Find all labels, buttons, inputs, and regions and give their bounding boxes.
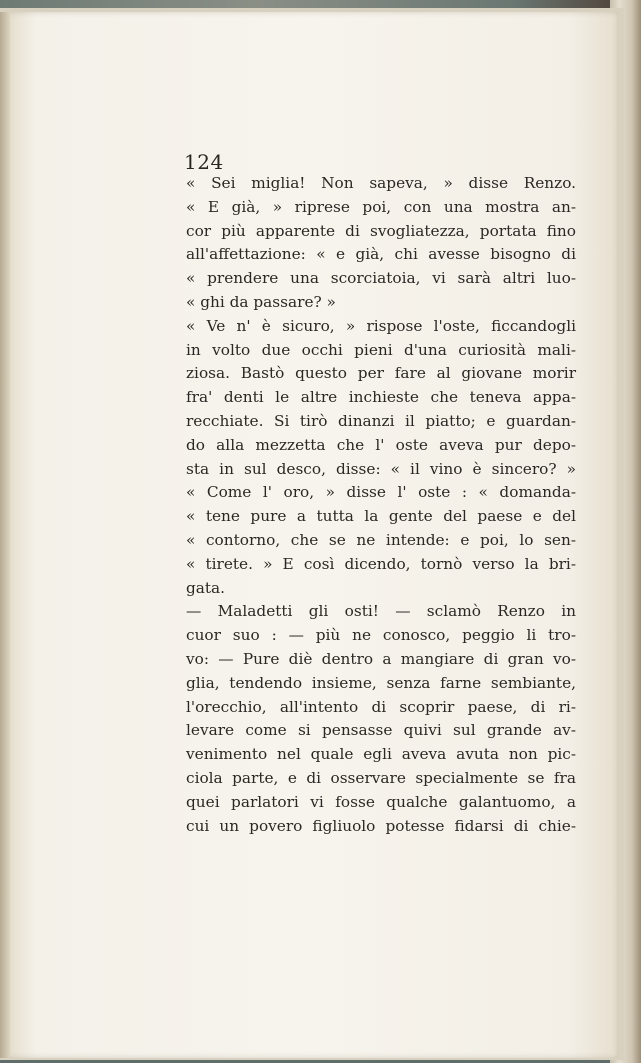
text-line: ziosa. Bastò questo per fare al giovane morir [186, 364, 576, 383]
text-line: cuor suo : — più ne conosco, peggio li tro- [186, 626, 576, 645]
text-line: cor più apparente di svogliatezza, portata fino [186, 221, 576, 240]
text-line: fra' denti le altre inchieste che teneva appa- [186, 388, 576, 407]
text-line: « Sei miglia! Non sapeva, » disse Renzo. [186, 174, 576, 192]
text-line: « Come l' oro, » disse l' oste : « domanda- [186, 483, 576, 502]
text-line: « contorno, che se ne intende: e poi, lo sen- [186, 530, 576, 549]
text-line: levare come si pensasse quivi sul grande av- [186, 721, 576, 740]
text-line: vo: — Pure diè dentro a mangiare di gran vo- [186, 649, 576, 668]
text-line: gata. [186, 578, 226, 597]
text-line: « tirete. » E così dicendo, tornò verso la bri- [186, 554, 576, 573]
page-number: 124 [184, 150, 224, 174]
text-line: sta in sul desco, disse: « il vino è sincero? » [186, 459, 576, 478]
text-line: quei parlatori vi fosse qualche galantuomo, a [186, 792, 576, 811]
text-line: « Ve n' è sicuro, » rispose l'oste, ficcandogli [186, 316, 576, 335]
text-line: recchiate. Si tirò dinanzi il piatto; e guardan- [186, 411, 576, 430]
text-line: « ghi da passare? » [186, 292, 336, 311]
page-text [186, 172, 576, 838]
text-line: in volto due occhi pieni d'una curiosità mali- [186, 340, 576, 359]
text-line: « tene pure a tutta la gente del paese e del [186, 507, 576, 526]
text-line: cui un povero figliuolo potesse fidarsi di chie- [186, 816, 576, 835]
text-line: « prendere una scorciatoia, vi sarà altri luo- [186, 269, 576, 288]
text-line: — Maladetti gli osti! — sclamò Renzo in [186, 602, 576, 621]
text-line: l'orecchio, all'intento di scoprir paese, di ri- [186, 697, 576, 716]
text-line: ciola parte, e di osservare specialmente se fra [186, 768, 576, 787]
text-line: do alla mezzetta che l' oste aveva pur depo- [186, 435, 576, 454]
text-line: glia, tendendo insieme, senza farne sembiante, [186, 673, 576, 692]
text-line: « E già, » riprese poi, con una mostra an- [186, 197, 576, 216]
page-gutter [0, 12, 10, 1058]
text-line: venimento nel quale egli aveva avuta non pic- [186, 745, 576, 764]
text-line: all'affettazione: « e già, chi avesse bisogno di [186, 245, 576, 264]
